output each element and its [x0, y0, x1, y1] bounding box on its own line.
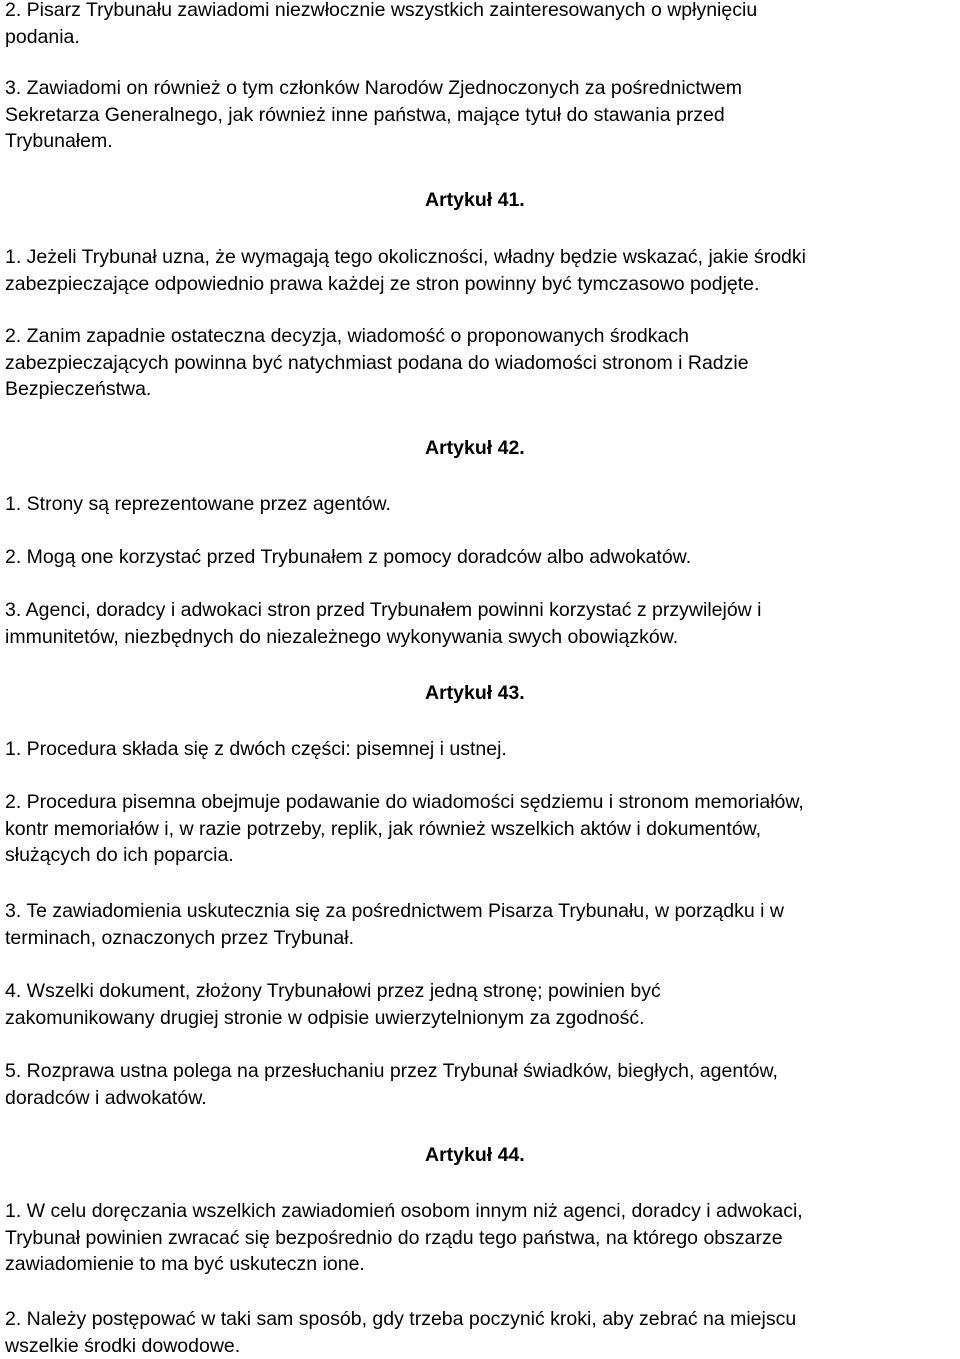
text-line: służących do ich poparcia. — [5, 842, 960, 869]
text-line: Trybunałem. — [5, 128, 960, 155]
article-43-heading: Artykuł 43. — [425, 680, 525, 707]
article-42-heading: Artykuł 42. — [425, 435, 525, 462]
text-line: immunitetów, niezbędnych do niezależnego wykonywania swych obowiązków. — [5, 624, 960, 651]
art41-paragraph-1 — [5, 244, 960, 297]
art44-paragraph-2 — [5, 1306, 960, 1359]
art40-paragraph-3 — [5, 75, 960, 155]
text-line: doradców i adwokatów. — [5, 1085, 960, 1112]
text-line: 3. Zawiadomi on również o tym członków Narodów Zjednoczonych za pośrednictwem — [5, 75, 960, 102]
text-line: 4. Wszelki dokument, złożony Trybunałowi przez jedną stronę; powinien być — [5, 978, 960, 1005]
text-line: 1. Jeżeli Trybunał uzna, że wymagają tego okoliczności, władny będzie wskazać, jakie środki — [5, 244, 960, 271]
article-41-heading: Artykuł 41. — [425, 187, 525, 214]
text-line: kontr memoriałów i, w razie potrzeby, replik, jak również wszelkich aktów i dokumentów, — [5, 816, 960, 843]
text-line: Sekretarza Generalnego, jak również inne państwa, mające tytuł do stawania przed — [5, 102, 960, 129]
art42-paragraph-1 — [5, 491, 960, 518]
art42-paragraph-2 — [5, 544, 960, 571]
art41-paragraph-2 — [5, 323, 960, 403]
text-line: 2. Procedura pisemna obejmuje podawanie do wiadomości sędziemu i stronom memoriałów, — [5, 789, 960, 816]
art43-paragraph-4 — [5, 978, 960, 1031]
text-line: wszelkie środki dowodowe. — [5, 1333, 960, 1359]
text-line: 5. Rozprawa ustna polega na przesłuchaniu przez Trybunał świadków, biegłych, agentów, — [5, 1058, 960, 1085]
text-line: zabezpieczających powinna być natychmiast podana do wiadomości stronom i Radzie — [5, 350, 960, 377]
article-44-heading: Artykuł 44. — [425, 1142, 525, 1169]
text-line: podania. — [5, 24, 960, 51]
art40-paragraph-2 — [5, 0, 960, 50]
art42-paragraph-3 — [5, 597, 960, 650]
art43-paragraph-3 — [5, 898, 960, 951]
art43-paragraph-1 — [5, 736, 960, 763]
text-line: zakomunikowany drugiej stronie w odpisie uwierzytelnionym za zgodność. — [5, 1005, 960, 1032]
text-line: 3. Agenci, doradcy i adwokaci stron przed Trybunałem powinni korzystać z przywilejów i — [5, 597, 960, 624]
art43-paragraph-5 — [5, 1058, 960, 1111]
text-line: Bezpieczeństwa. — [5, 376, 960, 403]
text-line: 1. Procedura składa się z dwóch części: pisemnej i ustnej. — [5, 736, 960, 763]
text-line: 3. Te zawiadomienia uskutecznia się za pośrednictwem Pisarza Trybunału, w porządku i w — [5, 898, 960, 925]
text-line: zabezpieczające odpowiednio prawa każdej ze stron powinny być tymczasowo podjęte. — [5, 271, 960, 298]
text-line: 2. Pisarz Trybunału zawiadomi niezwłocznie wszystkich zainteresowanych o wpłynięciu — [5, 0, 960, 24]
art43-paragraph-2 — [5, 789, 960, 869]
text-line: terminach, oznaczonych przez Trybunał. — [5, 925, 960, 952]
text-line: 2. Zanim zapadnie ostateczna decyzja, wiadomość o proponowanych środkach — [5, 323, 960, 350]
text-line: Trybunał powinien zwracać się bezpośrednio do rządu tego państwa, na którego obszarze — [5, 1225, 960, 1252]
text-line: 1. Strony są reprezentowane przez agentów. — [5, 491, 960, 518]
art44-paragraph-1 — [5, 1198, 960, 1278]
text-line: 2. Należy postępować w taki sam sposób, gdy trzeba poczynić kroki, aby zebrać na miejscu — [5, 1306, 960, 1333]
text-line: 1. W celu doręczania wszelkich zawiadomień osobom innym niż agenci, doradcy i adwokaci, — [5, 1198, 960, 1225]
text-line: 2. Mogą one korzystać przed Trybunałem z pomocy doradców albo adwokatów. — [5, 544, 960, 571]
text-line: zawiadomienie to ma być uskuteczn ione. — [5, 1251, 960, 1278]
